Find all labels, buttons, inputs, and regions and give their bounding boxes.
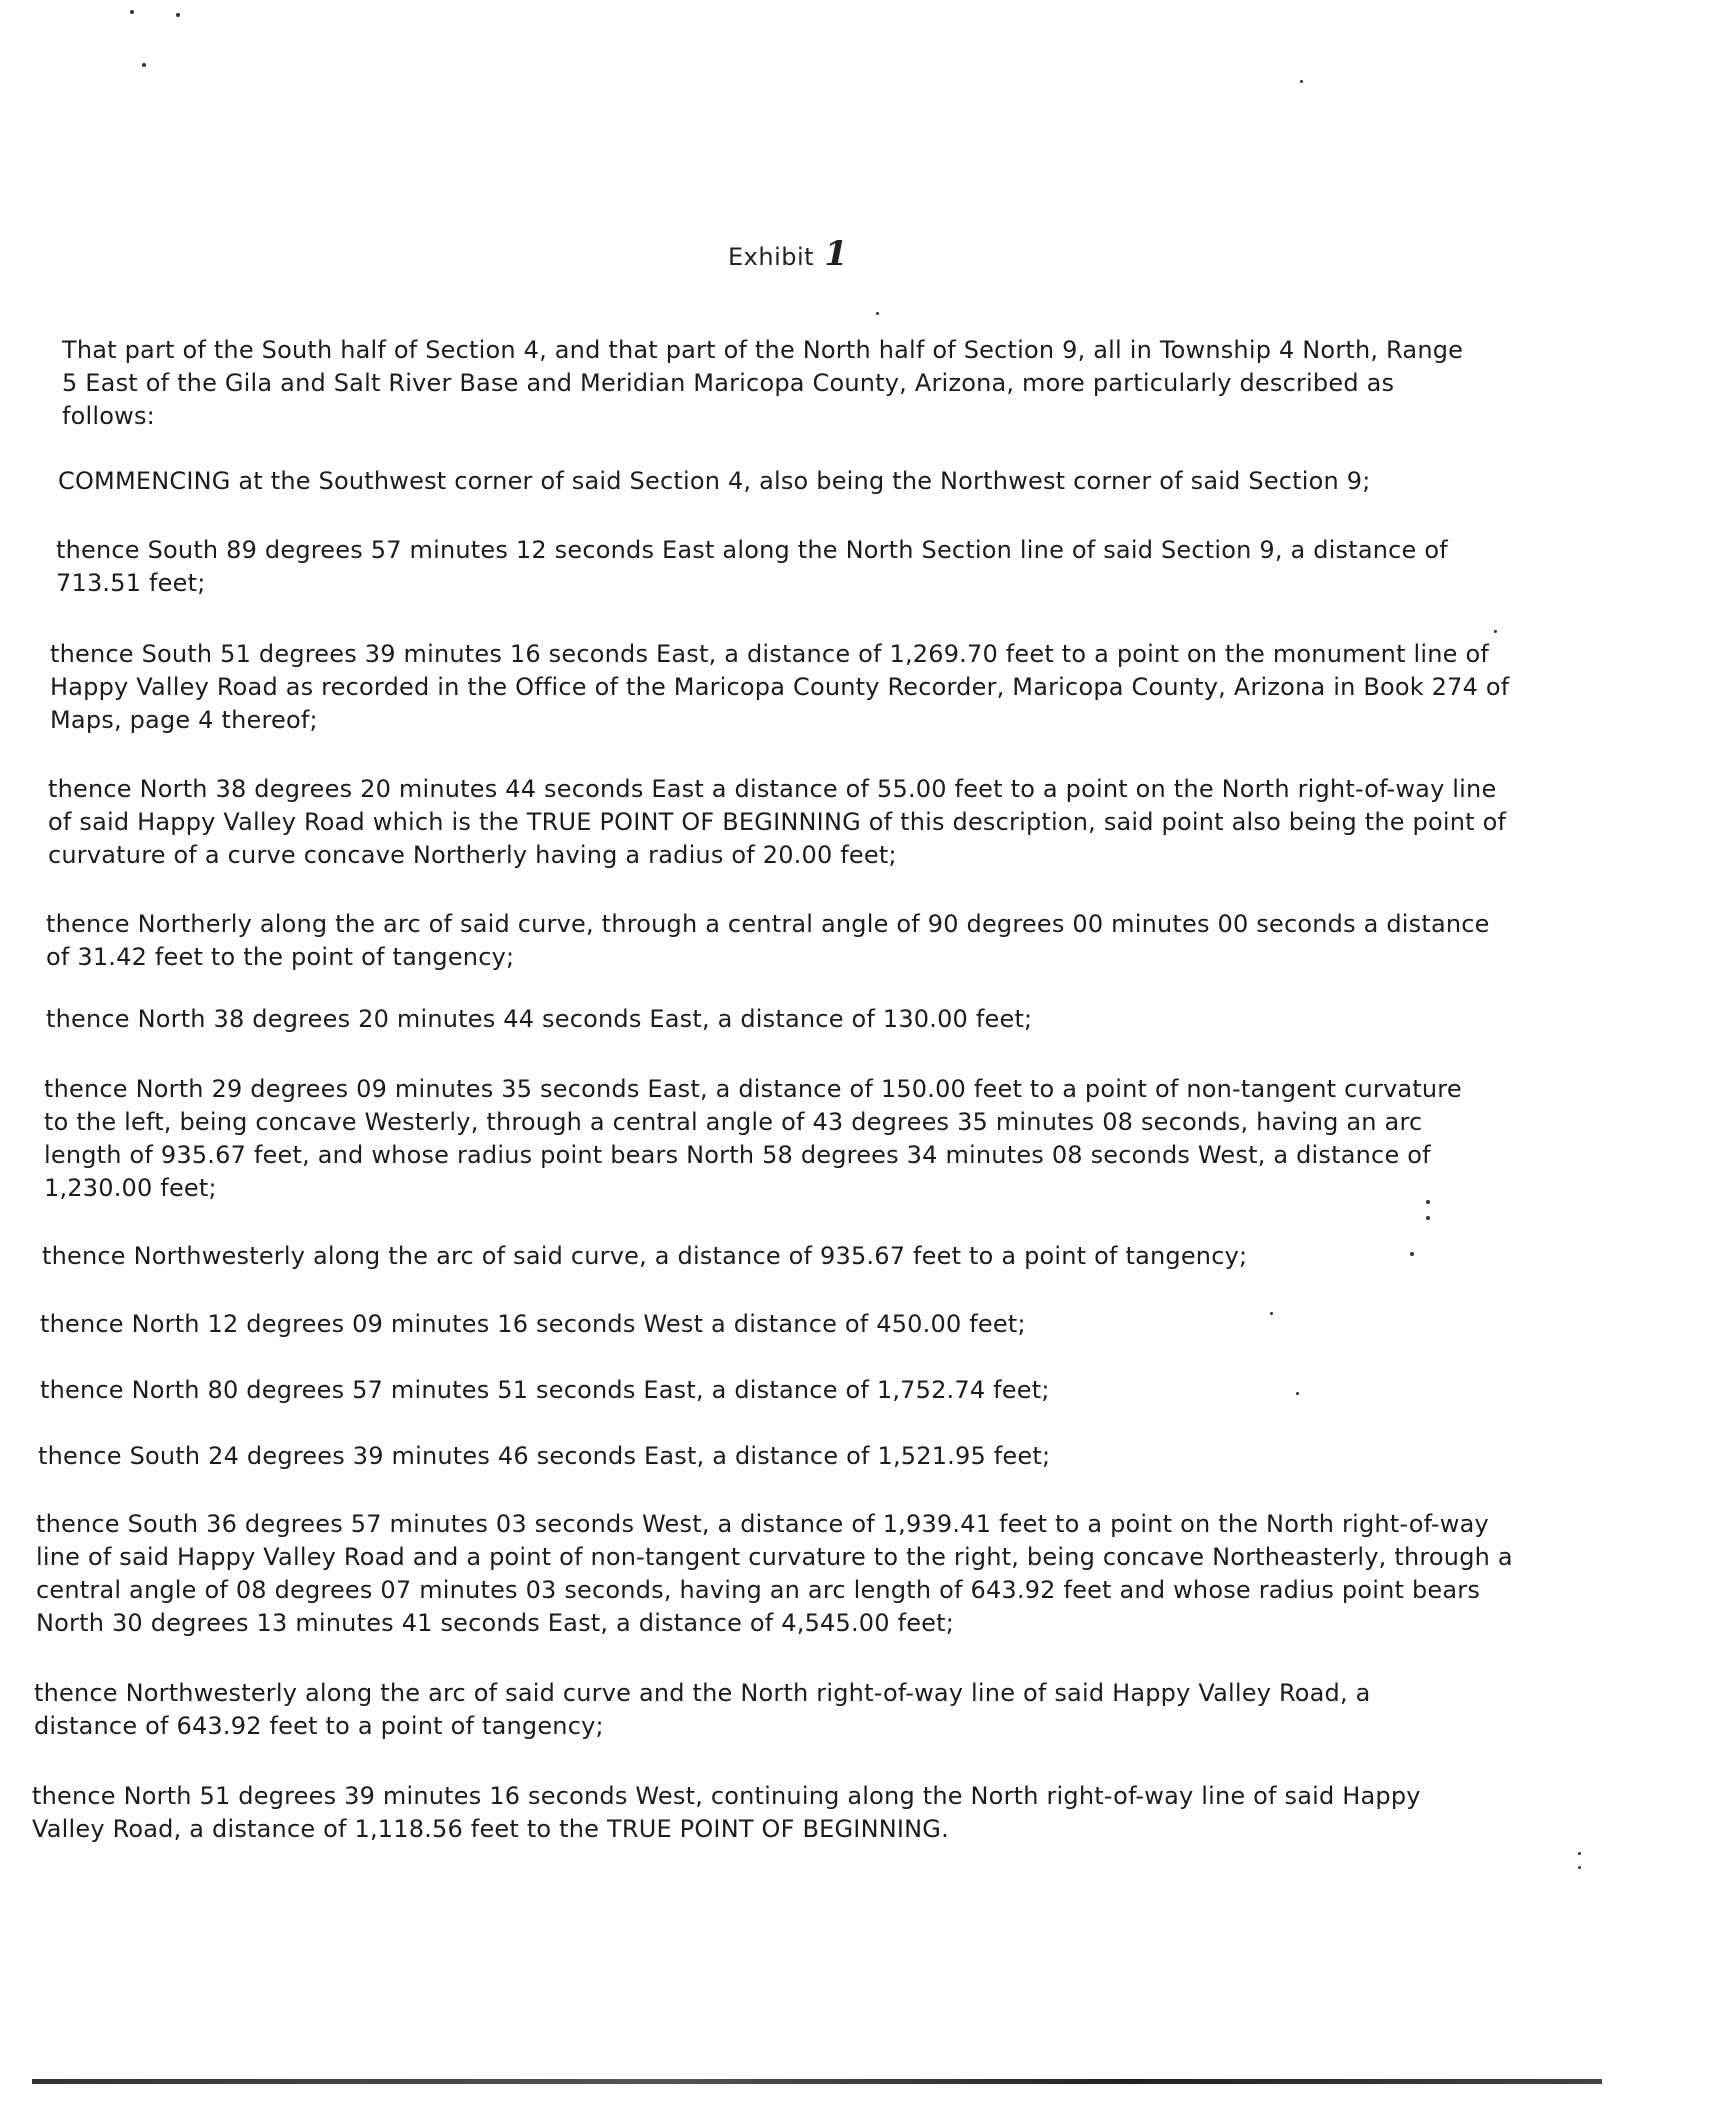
boundary-course: thence North 38 degrees 20 minutes 44 seconds East a distance of 55.00 feet to a point on the North right-of-way line of said Happy Valley Road which is the TRUE POINT OF BEGINNING of this description, said point also being the point of curvature of a curve concave Northerly having a radius of 20.00 feet; — [48, 775, 1507, 869]
boundary-course: thence South 89 degrees 57 minutes 12 seconds East along the North Section line of said Section 9, a distance of 713.51 feet; — [56, 536, 1448, 597]
scan-speck — [142, 63, 146, 67]
exhibit-number-mark: 1 — [824, 234, 849, 274]
scan-speck — [1300, 80, 1303, 83]
boundary-course: thence South 51 degrees 39 minutes 16 seconds East, a distance of 1,269.70 feet to a point on the monument line of Happy Valley Road as recorded in the Office of the Maricopa County Recorder, Maricopa County, Arizona in Book 274 of Maps, page 4 thereof; — [50, 640, 1510, 734]
scan-speck — [1578, 1866, 1581, 1869]
exhibit-title — [728, 234, 848, 274]
boundary-course: thence South 24 degrees 39 minutes 46 seconds East, a distance of 1,521.95 feet; — [38, 1442, 1051, 1470]
bottom-scan-rule — [32, 2079, 1602, 2084]
scan-speck — [130, 10, 134, 14]
scan-speck — [176, 13, 180, 17]
scan-speck — [1578, 1852, 1581, 1855]
scan-speck — [876, 312, 879, 315]
scan-speck — [1494, 630, 1497, 633]
closing-course: thence North 51 degrees 39 minutes 16 seconds West, continuing along the North right-of-way line of said Happy Valley Road, a distance of 1,118.56 feet to the TRUE POINT OF BEGINNING. — [32, 1782, 1421, 1843]
boundary-course: thence North 12 degrees 09 minutes 16 seconds West a distance of 450.00 feet; — [40, 1310, 1026, 1338]
boundary-course: thence Northwesterly along the arc of said curve, a distance of 935.67 feet to a point of tangency; — [42, 1242, 1248, 1270]
boundary-course: thence North 80 degrees 57 minutes 51 seconds East, a distance of 1,752.74 feet; — [40, 1376, 1050, 1404]
scan-speck — [1426, 1216, 1430, 1220]
exhibit-title-text: Exhibit — [728, 243, 815, 271]
boundary-course: thence South 36 degrees 57 minutes 03 seconds West, a distance of 1,939.41 feet to a point on the North right-of-way line of said Happy Valley Road and a point of non-tangent curvature to the right, being concave Northeasterly, through a central angle of 08 degrees 07 minutes 03 seconds, having an arc length of 643.92 feet and whose radius point bears North 30 degrees 13 minutes 41 seconds East, a distance of 4,545.00 feet; — [36, 1510, 1513, 1637]
boundary-course: thence Northerly along the arc of said curve, through a central angle of 90 degrees 00 minutes 00 seconds a distance of 31.42 feet to the point of tangency; — [46, 910, 1490, 971]
description-intro: That part of the South half of Section 4, and that part of the North half of Section 9, all in Township 4 North, Range 5 East of the Gila and Salt River Base and Meridian Maricopa County, Arizona, more particularly described as follows: — [62, 336, 1464, 430]
boundary-course: thence North 38 degrees 20 minutes 44 seconds East, a distance of 130.00 feet; — [46, 1005, 1033, 1033]
boundary-course: thence North 29 degrees 09 minutes 35 seconds East, a distance of 150.00 feet to a point of non-tangent curvature to the left, being concave Westerly, through a central angle of 43 degrees 35 minutes 08 seconds, having an arc length of 935.67 feet, and whose radius point bears North 58 degrees 34 minutes 08 seconds West, a distance of 1,230.00 feet; — [44, 1075, 1462, 1202]
commencing-point: COMMENCING at the Southwest corner of said Section 4, also being the Northwest corner of said Section 9; — [58, 467, 1371, 495]
boundary-course: thence Northwesterly along the arc of said curve and the North right-of-way line of said Happy Valley Road, a distance of 643.92 feet to a point of tangency; — [34, 1679, 1371, 1740]
